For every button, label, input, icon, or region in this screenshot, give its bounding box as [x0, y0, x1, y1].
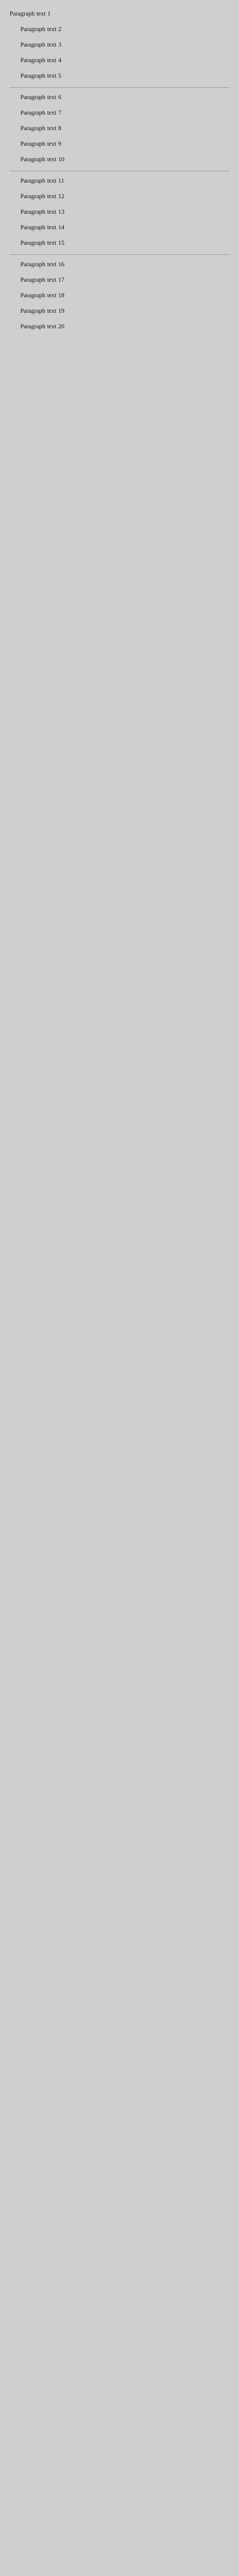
newspaper-column: [10, 10, 229, 330]
paragraph-7: Paragraph text 7: [20, 109, 62, 116]
paragraph-11: Paragraph text 11: [20, 177, 64, 184]
paragraph-4: Paragraph text 4: [20, 57, 62, 64]
paragraph-15: Paragraph text 15: [20, 239, 65, 246]
paragraph-17: Paragraph text 17: [20, 276, 65, 283]
paragraph-19: Paragraph text 19: [20, 307, 65, 314]
paragraph-14: Paragraph text 14: [20, 224, 65, 231]
paragraph-6: Paragraph text 6: [20, 94, 62, 101]
paragraph-16: Paragraph text 16: [20, 261, 65, 268]
paragraph-18: Paragraph text 18: [20, 292, 65, 299]
paragraph-5: Paragraph text 5: [20, 72, 62, 79]
paragraph-3: Paragraph text 3: [20, 41, 62, 48]
paragraph-10: Paragraph text 10: [20, 156, 65, 163]
paragraph-2: Paragraph text 2: [20, 26, 62, 33]
paragraph-13: Paragraph text 13: [20, 208, 65, 215]
paragraph-9: Paragraph text 9: [20, 140, 62, 147]
divider: [10, 87, 229, 88]
divider: [10, 254, 229, 255]
paragraph-1: Paragraph text 1: [10, 10, 51, 17]
paragraph-8: Paragraph text 8: [20, 125, 62, 132]
paragraph-12: Paragraph text 12: [20, 193, 65, 200]
paragraph-20: Paragraph text 20: [20, 323, 65, 330]
